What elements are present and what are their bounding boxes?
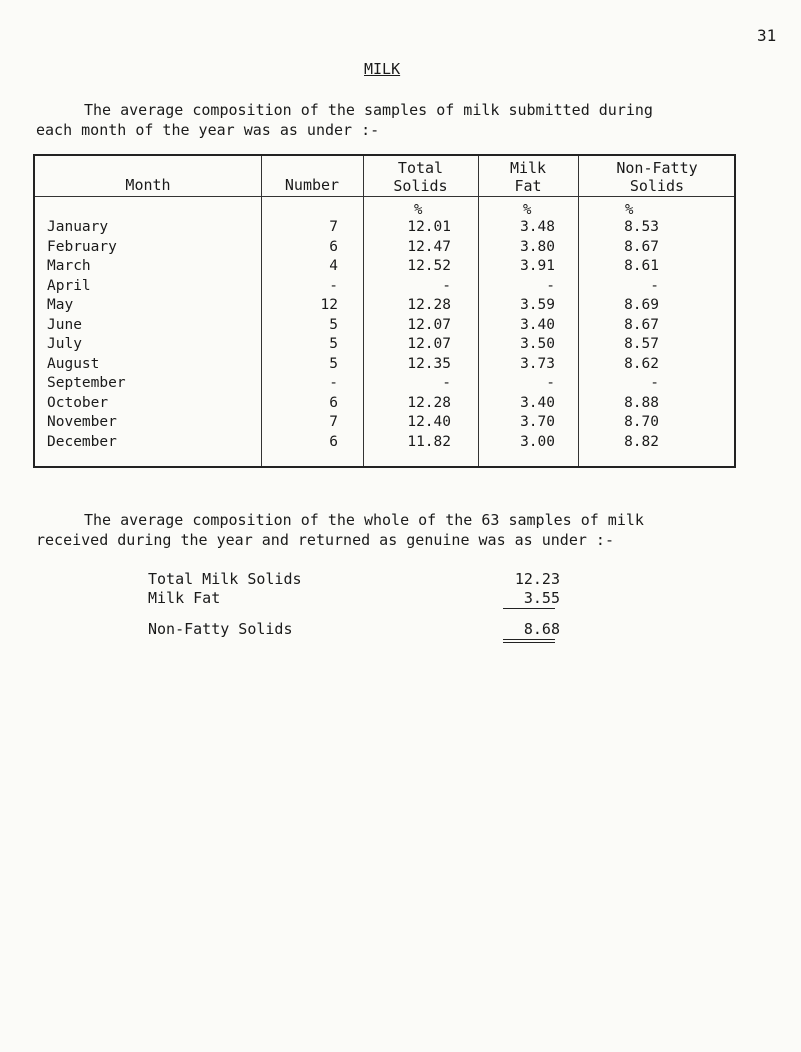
summary-value: 3.55 bbox=[523, 589, 560, 607]
cell-non-fatty-solids: 8.69 bbox=[624, 297, 659, 313]
cell-number: 5 bbox=[329, 355, 338, 372]
cell-total-solids: 12.35 bbox=[407, 355, 451, 372]
summary-line-2: received during the year and returned as genuine was as under :- bbox=[36, 531, 614, 549]
cell-total-solids: - bbox=[442, 375, 451, 391]
sum-rule bbox=[503, 608, 555, 609]
cell-month: December bbox=[47, 433, 117, 450]
cell-month: October bbox=[47, 394, 109, 411]
cell-month: November bbox=[47, 414, 117, 430]
cell-total-solids: 12.07 bbox=[407, 336, 451, 352]
summary-label: Milk Fat bbox=[148, 589, 221, 607]
cell-number: 5 bbox=[329, 336, 338, 352]
cell-month: July bbox=[47, 336, 82, 352]
cell-non-fatty-solids: 8.67 bbox=[624, 316, 659, 333]
cell-milk-fat: - bbox=[546, 375, 555, 391]
cell-total-solids: 12.28 bbox=[407, 297, 451, 313]
cell-month: April bbox=[47, 277, 91, 294]
cell-number: 7 bbox=[329, 219, 338, 235]
cell-total-solids: 12.52 bbox=[407, 258, 451, 274]
cell-non-fatty-solids: 8.67 bbox=[624, 238, 659, 255]
intro-line-1: The average composition of the samples of milk submitted during bbox=[84, 101, 653, 119]
summary-label: Total Milk Solids bbox=[148, 570, 302, 588]
header-divider bbox=[35, 196, 734, 197]
cell-month: March bbox=[47, 258, 91, 274]
cell-non-fatty-solids: 8.53 bbox=[624, 219, 659, 235]
cell-number: - bbox=[329, 277, 338, 294]
milk-composition-table bbox=[33, 154, 736, 468]
summary-line-1: The average composition of the whole of the 63 samples of milk bbox=[84, 511, 644, 529]
cell-month: September bbox=[47, 375, 126, 391]
unit-non-fatty-solids: % bbox=[625, 202, 634, 218]
summary-paragraph bbox=[36, 510, 736, 550]
cell-total-solids: 12.28 bbox=[407, 394, 451, 411]
cell-milk-fat: 3.59 bbox=[520, 297, 555, 313]
cell-non-fatty-solids: - bbox=[650, 375, 659, 391]
cell-month: May bbox=[47, 297, 74, 313]
cell-number: 12 bbox=[320, 297, 338, 313]
cell-month: August bbox=[47, 355, 100, 372]
unit-total-solids: % bbox=[414, 202, 423, 218]
cell-month: January bbox=[47, 219, 109, 235]
page-number: 31 bbox=[757, 26, 777, 45]
intro-line-2: each month of the year was as under :- bbox=[36, 121, 380, 139]
cell-milk-fat: 3.00 bbox=[520, 433, 555, 450]
column-divider bbox=[261, 156, 262, 466]
header-total-solids-1: Total bbox=[397, 159, 444, 177]
header-number: Number bbox=[284, 176, 340, 194]
cell-total-solids: 11.82 bbox=[407, 433, 451, 450]
header-month: Month bbox=[125, 176, 171, 194]
column-divider bbox=[578, 156, 579, 466]
header-milk-fat-2: Fat bbox=[514, 177, 542, 195]
unit-milk-fat: % bbox=[523, 202, 532, 218]
cell-number: 6 bbox=[329, 238, 338, 255]
summary-value: 12.23 bbox=[514, 570, 560, 588]
cell-non-fatty-solids: 8.70 bbox=[624, 414, 659, 430]
cell-milk-fat: 3.91 bbox=[520, 258, 555, 274]
cell-number: 6 bbox=[329, 433, 338, 450]
cell-total-solids: 12.01 bbox=[407, 219, 451, 235]
cell-non-fatty-solids: 8.61 bbox=[624, 258, 659, 274]
cell-total-solids: 12.40 bbox=[407, 414, 451, 430]
cell-total-solids: 12.47 bbox=[407, 238, 451, 255]
cell-milk-fat: 3.70 bbox=[520, 414, 555, 430]
column-divider bbox=[478, 156, 479, 466]
column-divider bbox=[363, 156, 364, 466]
cell-milk-fat: 3.40 bbox=[520, 394, 555, 411]
cell-number: - bbox=[329, 375, 338, 391]
cell-milk-fat: 3.80 bbox=[520, 238, 555, 255]
cell-non-fatty-solids: - bbox=[650, 277, 659, 294]
header-total-solids-2: Solids bbox=[393, 177, 448, 195]
cell-milk-fat: 3.40 bbox=[520, 316, 555, 333]
cell-number: 4 bbox=[329, 258, 338, 274]
cell-milk-fat: 3.73 bbox=[520, 355, 555, 372]
cell-milk-fat: 3.48 bbox=[520, 219, 555, 235]
cell-milk-fat: - bbox=[546, 277, 555, 294]
cell-number: 5 bbox=[329, 316, 338, 333]
cell-non-fatty-solids: 8.82 bbox=[624, 433, 659, 450]
total-rule bbox=[503, 639, 555, 640]
cell-number: 7 bbox=[329, 414, 338, 430]
cell-number: 6 bbox=[329, 394, 338, 411]
cell-total-solids: 12.07 bbox=[407, 316, 451, 333]
summary-label: Non-Fatty Solids bbox=[148, 620, 293, 638]
cell-milk-fat: 3.50 bbox=[520, 336, 555, 352]
cell-non-fatty-solids: 8.62 bbox=[624, 355, 659, 372]
cell-total-solids: - bbox=[442, 277, 451, 294]
header-non-fatty-solids-2: Solids bbox=[629, 177, 685, 195]
cell-month: February bbox=[47, 238, 117, 255]
summary-value: 8.68 bbox=[523, 620, 560, 638]
header-non-fatty-solids-1: Non-Fatty bbox=[616, 159, 698, 177]
page-title: MILK bbox=[364, 60, 401, 78]
header-milk-fat-1: Milk bbox=[509, 159, 547, 177]
cell-non-fatty-solids: 8.57 bbox=[624, 336, 659, 352]
intro-paragraph bbox=[36, 100, 736, 140]
cell-non-fatty-solids: 8.88 bbox=[624, 394, 659, 411]
cell-month: June bbox=[47, 316, 82, 333]
total-rule bbox=[503, 642, 555, 643]
